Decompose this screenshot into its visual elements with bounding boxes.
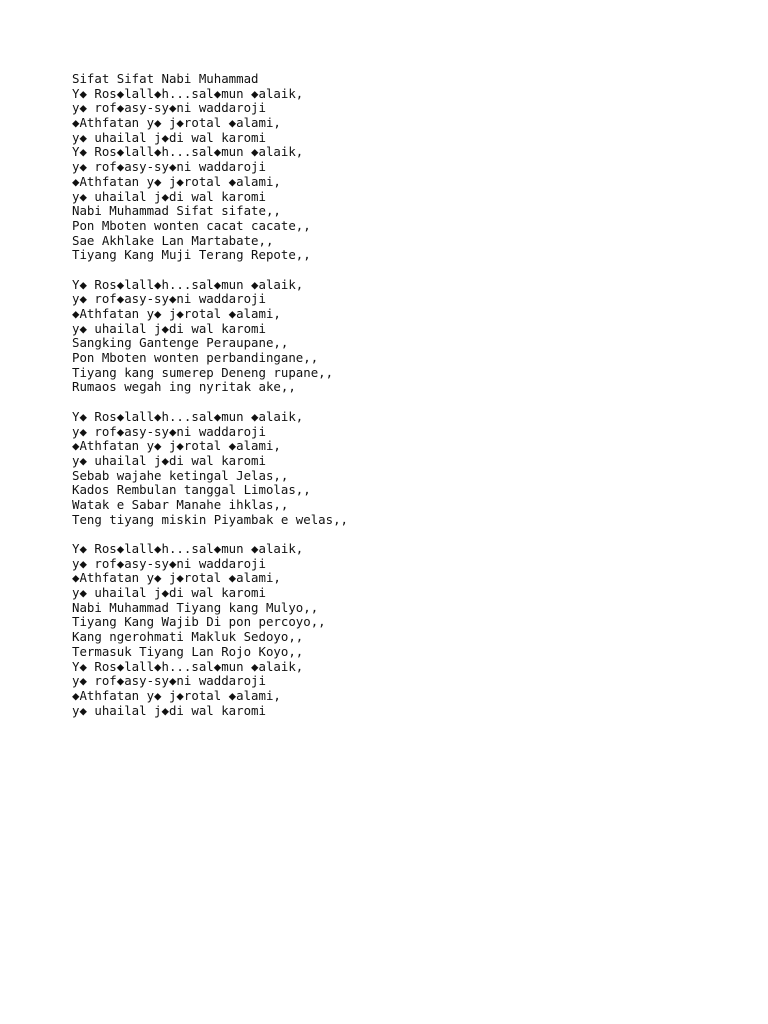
text-line: ◆Athfatan y◆ j◆rotal ◆alami, xyxy=(72,115,281,131)
text-line: y◆ uhailal j◆di wal karomi xyxy=(72,320,266,336)
text-line: Teng tiyang miskin Piyambak e welas,, xyxy=(72,511,349,527)
text-line: y◆ uhailal j◆di wal karomi xyxy=(72,702,266,718)
text-line: Pon Mboten wonten perbandingane,, xyxy=(72,350,319,366)
text-line: Sangking Gantenge Peraupane,, xyxy=(72,335,289,351)
text-line: Y◆ Ros◆lall◆h...sal◆mun ◆alaik, xyxy=(72,276,304,292)
text-line: Y◆ Ros◆lall◆h...sal◆mun ◆alaik, xyxy=(72,541,304,556)
text-line: y◆ rof◆asy-sy◆ni waddaroji xyxy=(72,555,266,571)
text-line: y◆ uhailal j◆di wal karomi xyxy=(72,129,266,145)
text-line: ◆Athfatan y◆ j◆rotal ◆alami, xyxy=(72,687,281,703)
text-line: y◆ rof◆asy-sy◆ni waddaroji xyxy=(72,423,266,439)
text-line: Y◆ Ros◆lall◆h...sal◆mun ◆alaik, xyxy=(72,85,304,101)
text-line: Nabi Muhammad Sifat sifate,, xyxy=(72,203,281,219)
text-line: Sae Akhlake Lan Martabate,, xyxy=(72,232,274,248)
text-line: Kados Rembulan tanggal Limolas,, xyxy=(72,482,311,498)
blank-line xyxy=(72,395,348,410)
blank-line xyxy=(72,263,348,278)
text-line: y◆ uhailal j◆di wal karomi xyxy=(72,585,266,601)
text-line: y◆ rof◆asy-sy◆ni waddaroji xyxy=(72,291,266,307)
poem-text-block xyxy=(72,72,348,718)
text-line: ◆Athfatan y◆ j◆rotal ◆alami, xyxy=(72,438,281,454)
text-line: Nabi Muhammad Tiyang kang Mulyo,, xyxy=(72,599,319,615)
text-line: y◆ rof◆asy-sy◆ni waddaroji xyxy=(72,100,266,116)
title-line: Sifat Sifat Nabi Muhammad xyxy=(72,71,259,86)
text-line: Y◆ Ros◆lall◆h...sal◆mun ◆alaik, xyxy=(72,144,304,160)
text-line: Rumaos wegah ing nyritak ake,, xyxy=(72,379,296,395)
text-line: Tiyang kang sumerep Deneng rupane,, xyxy=(72,364,334,380)
text-line: Termasuk Tiyang Lan Rojo Koyo,, xyxy=(72,643,304,659)
text-line: Tiyang Kang Muji Terang Repote,, xyxy=(72,247,311,263)
text-line: Tiyang Kang Wajib Di pon percoyo,, xyxy=(72,614,326,630)
text-line: ◆Athfatan y◆ j◆rotal ◆alami, xyxy=(72,570,281,586)
text-line: Kang ngerohmati Makluk Sedoyo,, xyxy=(72,629,304,645)
text-line: y◆ rof◆asy-sy◆ni waddaroji xyxy=(72,159,266,175)
text-line: y◆ uhailal j◆di wal karomi xyxy=(72,452,266,468)
text-line: ◆Athfatan y◆ j◆rotal ◆alami, xyxy=(72,173,281,189)
text-line: ◆Athfatan y◆ j◆rotal ◆alami, xyxy=(72,306,281,321)
text-line: y◆ rof◆asy-sy◆ni waddaroji xyxy=(72,673,266,689)
text-line: y◆ uhailal j◆di wal karomi xyxy=(72,188,266,204)
text-line: Sebab wajahe ketingal Jelas,, xyxy=(72,467,289,483)
text-line: Y◆ Ros◆lall◆h...sal◆mun ◆alaik, xyxy=(72,658,304,674)
text-line: Pon Mboten wonten cacat cacate,, xyxy=(72,217,311,233)
text-line: Watak e Sabar Manahe ihklas,, xyxy=(72,496,289,512)
text-line: Y◆ Ros◆lall◆h...sal◆mun ◆alaik, xyxy=(72,408,304,424)
blank-line xyxy=(72,527,348,542)
